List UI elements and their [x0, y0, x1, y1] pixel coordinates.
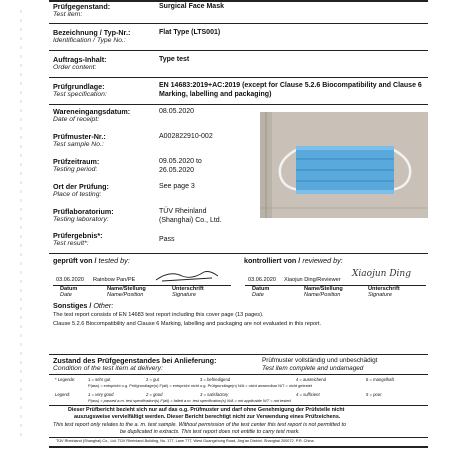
- col-sig-en: Signature: [172, 292, 196, 298]
- condition-value-de: Prüfmuster vollständig und unbeschädigt: [262, 357, 378, 364]
- other-heading: Sonstiges / Other:: [53, 301, 114, 310]
- col-name-de: Name/Stellung: [304, 286, 343, 292]
- condition-label-de: Zustand des Prüfgegenstandes bei Anlieferung:: [53, 356, 217, 365]
- field-value-date-of-receipt: 08.05.2020: [159, 108, 195, 115]
- reviewed-signature: Xiaojun Ding: [352, 269, 411, 279]
- field-value-test-specification: EN 14683:2019+AC:2019 (except for Clause 5.2.6 Biocompatibility and Clause 6 Marking, labelling and packaging): [159, 82, 422, 98]
- field-label-de: Prüflaboratorium:: [53, 207, 114, 216]
- col-datum: Datum: [252, 286, 270, 292]
- legend-label-de: * Legende:: [55, 377, 76, 382]
- field-label-en: Date of receipt:: [53, 116, 100, 123]
- margin-stamp-strip: [17, 0, 25, 450]
- field-label-en: Test specification:: [53, 91, 107, 98]
- field-value-type-no: Flat Type (LTS001): [159, 29, 221, 36]
- legend-de-item: 4 = ausreichend: [296, 377, 326, 382]
- col-sig-de: Unterschrift: [172, 286, 204, 292]
- row-divider: [49, 405, 428, 406]
- row-divider: [49, 253, 428, 254]
- reviewed-by-label: kontrolliert von / reviewed by:: [244, 256, 343, 265]
- field-label-de: Prüfzeitraum:: [53, 157, 100, 166]
- reviewed-date: 03.06.2020: [248, 277, 276, 283]
- col-sig-en: Signature: [368, 292, 392, 298]
- field-label-de: Bezeichnung / Typ-Nr.:: [53, 28, 131, 37]
- footer-address: TÜV Rheinland (Shanghai) Co., Ltd. TÜV Rheinland Building, No. 177, Lane 777, West Guangzhong Road, Jing'an District, Shanghai 200072, P.R. China: [56, 439, 314, 443]
- col-name-en: Name/Position: [304, 292, 341, 298]
- footer-en-line-2: be duplicated in extracts. This test report does not entitle to carry test mark.: [120, 429, 300, 435]
- field-label-de: Ort der Prüfung:: [53, 182, 109, 191]
- other-line-1: The test report consists of EN 14683 test report including this cover page (13 pages).: [53, 312, 264, 318]
- field-label-en: Test item:: [53, 11, 83, 18]
- tested-name: Rainbow Pan/PE: [93, 277, 136, 283]
- col-datum: Datum: [60, 286, 78, 292]
- footer-de-line-1: Dieser Prüfbericht bezieht sich nur auf das o.g. Prüfmuster und darf ohne Genehmigung der Prüfstelle nicht: [68, 407, 345, 413]
- field-label-en: Identification / Type No.:: [53, 37, 126, 44]
- other-line-2: Clause 5.2.6 Biocompatibility and Clause 6 Marking, labelling and packaging are not evaluated in this report.: [53, 321, 322, 327]
- field-label-en: Order content:: [53, 64, 97, 71]
- field-label-en: Testing laboratory:: [53, 216, 109, 223]
- field-value-sample-no: A002822910-002: [159, 133, 213, 140]
- field-label-de: Prüfergebnis*:: [53, 231, 103, 240]
- row-divider: [49, 354, 428, 355]
- legend-label-en: Legend:: [55, 392, 71, 397]
- field-label-en: Test result*:: [53, 240, 89, 247]
- tested-by-label: geprüft von / tested by:: [53, 256, 130, 265]
- field-value-test-item: Surgical Face Mask: [159, 3, 224, 10]
- row-divider: [49, 77, 428, 78]
- surgical-mask-image: [260, 112, 428, 218]
- field-label-en: Place of testing:: [53, 191, 102, 198]
- col-date: Date: [60, 292, 72, 298]
- field-value-testing-period: 09.05.2020 to 26.05.2020: [159, 158, 202, 174]
- tested-date: 03.06.2020: [56, 277, 84, 283]
- field-label-de: Prüfgegenstand:: [53, 2, 111, 11]
- legend-de-item: 3 = befriedigend: [200, 377, 231, 382]
- condition-value-en: Test item complete and undamaged: [262, 365, 364, 372]
- row-divider: [49, 23, 428, 24]
- field-label-de: Prüfgrundlage:: [53, 82, 105, 91]
- footer-en-line-1: This test report only relates to the a. m. test sample. Without permission of the test center this test report is not permitted to: [53, 422, 346, 428]
- row-divider: [49, 437, 428, 438]
- sample-photo: [260, 112, 428, 218]
- legend-en-item: 3 = satisfactory: [200, 392, 229, 397]
- legend-de-item: 5 = mangelhaft: [366, 377, 394, 382]
- col-sig-de: Unterschrift: [368, 286, 400, 292]
- col-name-en: Name/Position: [107, 292, 144, 298]
- row-divider: [49, 104, 428, 105]
- tested-signature: [152, 268, 222, 284]
- legend-de-item: 1 = sehr gut: [88, 377, 111, 382]
- legend-de-row2: P(ass) = entspricht o.g. Prüfgrundlage(n) F(ail) = entspricht nicht o.g. Prüfgrundlage(n) N/A = nicht anwendbar N/T = nicht getestet: [88, 383, 312, 388]
- field-label-en: Test sample No.:: [53, 141, 104, 148]
- field-label-de: Prüfmuster-Nr.:: [53, 132, 106, 141]
- legend-en-item: 1 = very good: [88, 392, 114, 397]
- field-label-de: Auftrags-Inhalt:: [53, 55, 107, 64]
- field-value-place-of-testing: See page 3: [159, 183, 195, 190]
- col-name-de: Name/Stellung: [107, 286, 146, 292]
- bottom-border: [49, 446, 428, 448]
- field-label-de: Wareneingangsdatum:: [53, 107, 131, 116]
- legend-en-item: 2 = good: [146, 392, 163, 397]
- field-value-test-result: Pass: [159, 236, 175, 243]
- condition-label-en: Condition of the test item at delivery:: [53, 365, 163, 372]
- legend-de-item: 2 = gut: [146, 377, 159, 382]
- col-date: Date: [252, 292, 264, 298]
- legend-en-item: 4 = sufficient: [296, 392, 320, 397]
- footer-de-line-2: auszugsweise vervielfältigt werden. Dieser Bericht berechtigt nicht zur Verwendung eines Prüfzeichens.: [74, 414, 341, 420]
- legend-en-item: 5 = poor: [366, 392, 382, 397]
- field-value-order-content: Type test: [159, 56, 190, 63]
- legend-en-row2: P(ass) = passed a.m. test specification(s) F(ail) = failed a.m. test specification(s) N/A = not applicable N/T = not tested: [88, 398, 291, 403]
- field-value-testing-laboratory: TÜV Rheinland (Shanghai) Co., Ltd.: [159, 208, 222, 224]
- row-divider: [49, 374, 428, 375]
- field-label-en: Testing period:: [53, 166, 98, 173]
- reviewed-name: Xiaojun Ding/Reviewer: [284, 277, 341, 283]
- row-divider: [49, 50, 428, 51]
